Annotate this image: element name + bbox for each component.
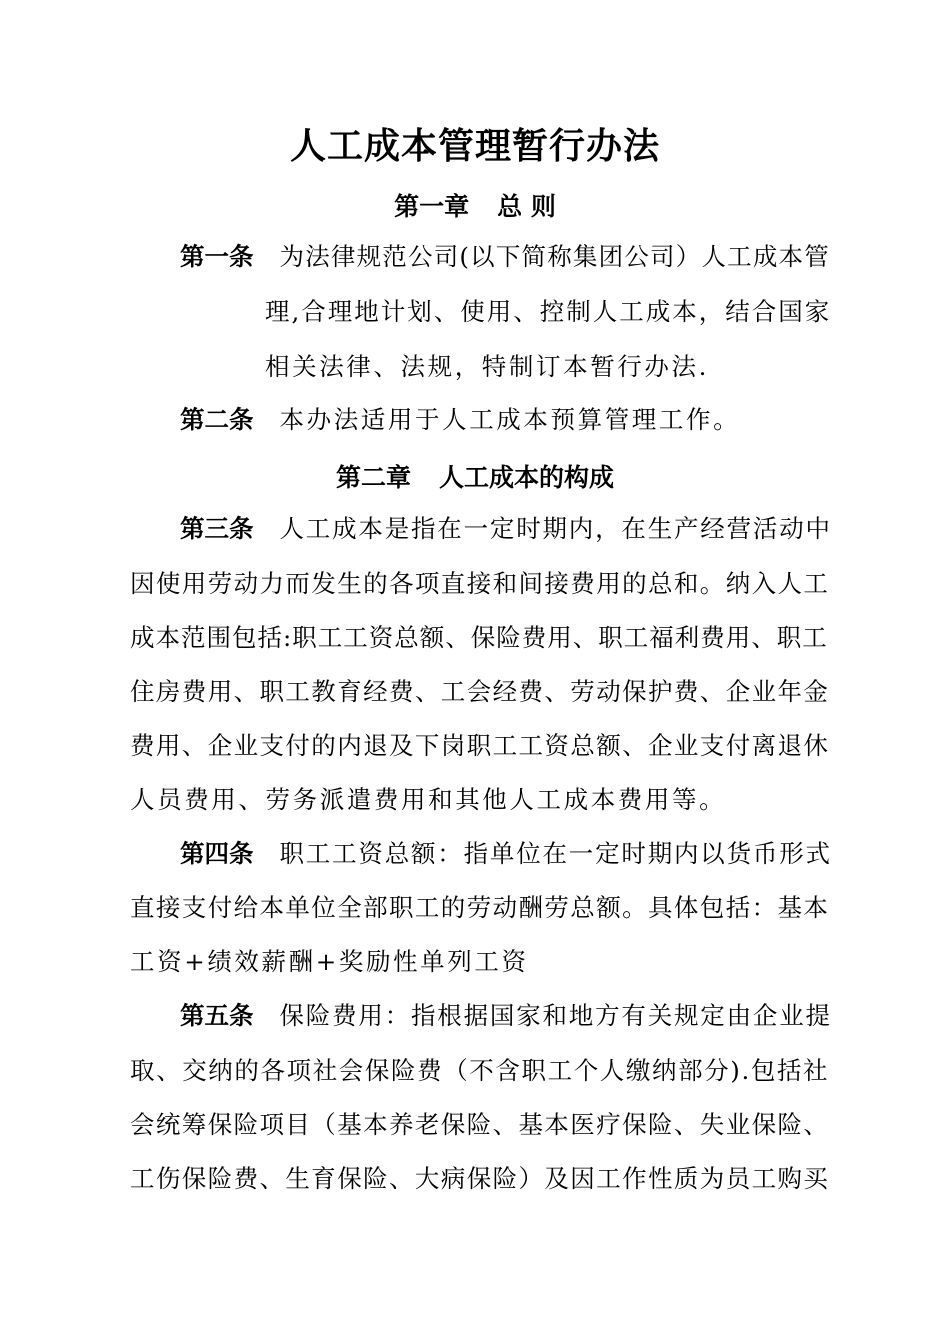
chapter-heading-1 <box>0 187 950 223</box>
article-4-line-3: 工资+绩效薪酬+奖励性单列工资 <box>130 947 529 976</box>
chapter-number: 第二章 <box>335 463 411 492</box>
article-label: 第三条 <box>180 514 254 543</box>
article-3-line-6: 人员费用、劳务派遣费用和其他人工成本费用等。 <box>130 785 727 814</box>
article-1-line-1: 第一条 为法律规范公司(以下简称集团公司）人工成本管 <box>180 242 830 271</box>
article-5-line-2: 取、交纳的各项社会保险费（不含职工个人缴纳部分).包括社 <box>130 1056 830 1085</box>
article-2-line-1: 第二条 本办法适用于人工成本预算管理工作。 <box>180 405 741 434</box>
article-1-line-3: 相关法律、法规，特制订本暂行办法. <box>265 352 709 381</box>
article-label: 第五条 <box>180 1001 254 1030</box>
chapter-number: 第一章 <box>394 192 470 221</box>
article-4-line-1: 第四条 职工工资总额：指单位在一定时期内以货币形式 <box>180 839 832 868</box>
article-3-line-5: 费用、企业支付的内退及下岗职工工资总额、企业支付离退休 <box>130 731 830 760</box>
article-3-line-3: 成本范围包括:职工工资总额、保险费用、职工福利费用、职工 <box>130 623 828 652</box>
document-title: 人工成本管理暂行办法 <box>289 125 660 167</box>
article-1-line-2: 理,合理地计划、使用、控制人工成本，结合国家 <box>265 297 832 326</box>
article-5-line-4: 工伤保险费、生育保险、大病保险）及因工作性质为员工购买 <box>130 1164 830 1193</box>
article-3-line-4: 住房费用、职工教育经费、工会经费、劳动保护费、企业年金 <box>130 677 830 706</box>
article-label: 第一条 <box>180 242 254 271</box>
chapter-heading-2 <box>0 458 950 494</box>
chapter-name: 总 则 <box>497 192 556 221</box>
article-5-line-1: 第五条 保险费用：指根据国家和地方有关规定由企业提 <box>180 1001 832 1030</box>
article-3-line-2: 因使用劳动力而发生的各项直接和间接费用的总和。纳入人工 <box>130 569 830 598</box>
article-5-line-3: 会统筹保险项目（基本养老保险、基本医疗保险、失业保险、 <box>130 1110 830 1139</box>
article-label: 第二条 <box>180 405 254 434</box>
article-3-line-1: 第三条 人工成本是指在一定时期内，在生产经营活动中 <box>180 514 832 543</box>
chapter-name: 人工成本的构成 <box>439 463 615 492</box>
article-4-line-2: 直接支付给本单位全部职工的劳动酬劳总额。具体包括：基本 <box>130 893 830 922</box>
article-label: 第四条 <box>180 839 254 868</box>
